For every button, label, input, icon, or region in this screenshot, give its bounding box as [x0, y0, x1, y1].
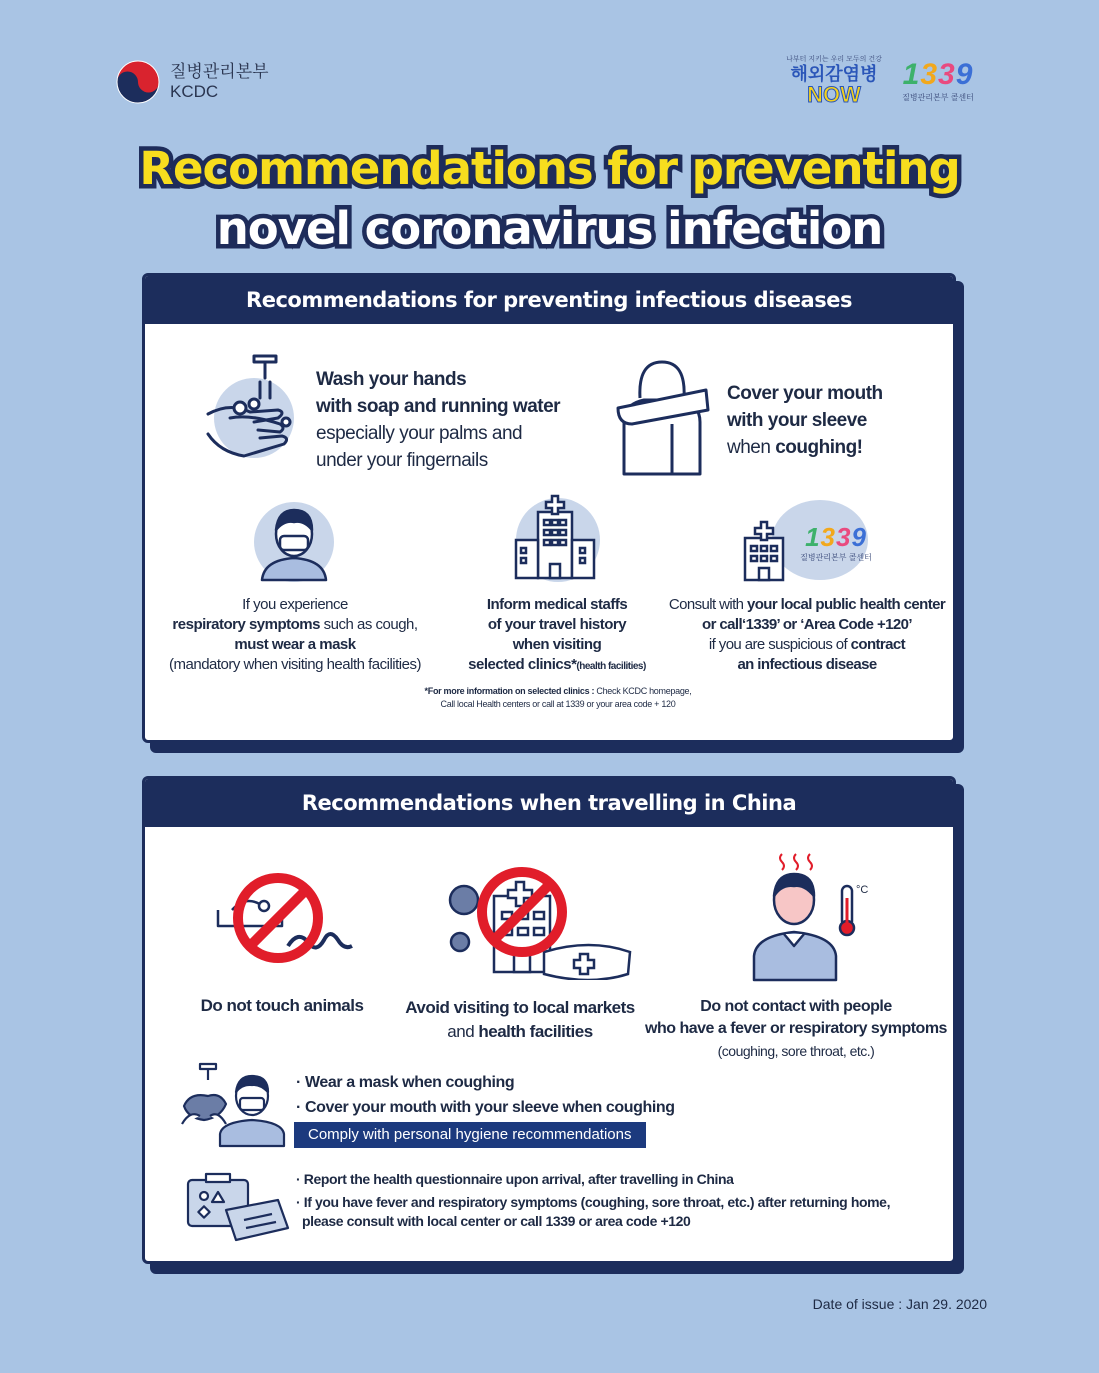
- call-center-1339-logo: [892, 58, 984, 114]
- markets-line-2: [400, 1020, 640, 1044]
- animals-text: Do not touch animals: [200, 996, 364, 1015]
- consult-line-1-a: Consult with: [668, 596, 747, 613]
- mini-1339-subtitle: 질병관리본부 콜센터: [800, 553, 872, 562]
- call-1339-mini-logo: [790, 522, 882, 563]
- digit-3a: 3: [920, 58, 938, 91]
- fever-line-3: (coughing, sore throat, etc.): [717, 1043, 875, 1059]
- hygiene-bullet-1: · Wear a mask when coughing: [296, 1074, 515, 1091]
- title-line-1: Recommendations for preventing: [139, 142, 960, 195]
- now-logo-tagline: 나부터 지키는 우리 모두의 건강: [786, 56, 882, 63]
- mini-digit-3b: 3: [836, 522, 852, 552]
- fever-line-1: Do not contact with people: [700, 998, 892, 1015]
- consult-line-4: an infectious disease: [737, 656, 877, 673]
- overseas-infection-now-logo: [786, 54, 882, 118]
- markets-line-1: Avoid visiting to local markets: [405, 998, 635, 1017]
- mask-line-1: If you experience: [242, 596, 348, 613]
- inform-line-2: of your travel history: [487, 616, 627, 633]
- digit-1: 1: [902, 58, 921, 91]
- cover-line-3: [727, 434, 883, 461]
- wash-line-4: under your fingernails: [316, 450, 488, 471]
- inform-line-1: Inform medical staffs: [486, 596, 628, 613]
- inform-line-4-facilities: (health facilities): [576, 661, 646, 672]
- footnote-line-1-b: Check KCDC homepage,: [596, 686, 692, 696]
- markets-line-2-facilities: health facilities: [478, 1022, 593, 1041]
- fever-person-icon: [748, 848, 878, 982]
- wash-line-1: Wash your hands: [316, 369, 467, 390]
- hygiene-icon: [180, 1062, 290, 1148]
- cover-line-2: with your sleeve: [727, 410, 867, 431]
- wash-hands-text: [316, 366, 560, 474]
- section2-heading: Recommendations when travelling in China: [145, 779, 953, 827]
- wash-line-3: especially your palms and: [316, 423, 523, 444]
- call-1339-subtitle: 질병관리본부 콜센터: [902, 93, 974, 102]
- hygiene-bullet-2: · Cover your mouth with your sleeve when coughing: [296, 1099, 675, 1116]
- health-center-icon: [742, 520, 786, 582]
- mini-digit-3a: 3: [820, 522, 836, 552]
- cough-into-sleeve-icon: [612, 354, 712, 476]
- mask-line-2: [148, 615, 442, 635]
- cover-line-3-when: when: [727, 437, 776, 458]
- footnote-line-2: Call local Health centers or call at 1339 or your area code + 120: [440, 699, 676, 709]
- cover-line-1: Cover your mouth: [727, 383, 883, 404]
- mini-1339-number: [790, 522, 882, 552]
- call-1339-number: [892, 58, 984, 92]
- report-bullet-2a: · If you have fever and respiratory symptoms (coughing, sore throat, etc.) after returning home,: [296, 1194, 891, 1210]
- markets-line-2-and: and: [447, 1022, 479, 1041]
- consult-line-3: [664, 635, 950, 655]
- hygiene-banner: Comply with personal hygiene recommendations: [294, 1122, 646, 1148]
- questionnaire-icon: [186, 1170, 290, 1244]
- consult-line-3-a: if you are suspicious of: [708, 636, 851, 653]
- report-bullet-1: · Report the health questionnaire upon arrival, after travelling in China: [296, 1171, 734, 1187]
- markets-text: [400, 996, 640, 1044]
- mask-line-3: must wear a mask: [234, 636, 356, 653]
- report-bullet-2b: please consult with local center or call 1339 or area code +120: [302, 1213, 691, 1229]
- consult-line-2: or call‘1339’ or ‘Area Code +120’: [702, 616, 912, 633]
- now-logo-korean: 해외감염병: [790, 64, 878, 84]
- inform-text: [440, 595, 674, 677]
- mini-digit-9: 9: [851, 522, 867, 552]
- fever-line-2: who have a fever or respiratory symptoms: [645, 1020, 947, 1037]
- inform-line-4-clinics: selected clinics*: [468, 656, 577, 673]
- title-line-2: novel coronavirus infection: [216, 202, 883, 255]
- digit-3b: 3: [938, 58, 956, 91]
- section1-heading: Recommendations for preventing infectious diseases: [145, 276, 953, 324]
- consult-text: [664, 595, 950, 675]
- date-of-issue: Date of issue : Jan 29. 2020: [812, 1296, 987, 1312]
- consult-line-3-b: contract: [850, 636, 906, 653]
- mask-line-4: (mandatory when visiting health facilities): [169, 656, 421, 673]
- fever-text: [640, 996, 952, 1062]
- inform-line-3: when visiting: [512, 636, 602, 653]
- digit-9: 9: [955, 58, 974, 91]
- kcdc-korean-name: 질병관리본부: [170, 62, 269, 81]
- mini-digit-1: 1: [805, 522, 821, 552]
- no-animals-icon: [212, 870, 360, 970]
- kcdc-english-name: KCDC: [170, 82, 219, 101]
- report-bullets: [296, 1170, 890, 1231]
- cover-mouth-text: [727, 380, 883, 461]
- now-logo-english: NOW: [807, 82, 861, 107]
- mask-line-2-symptoms: respiratory symptoms: [172, 616, 320, 633]
- hygiene-bullets: [296, 1070, 675, 1120]
- consult-line-1-b: your local public health center: [746, 596, 946, 613]
- no-markets-icon: [440, 862, 636, 980]
- inform-line-4: [440, 655, 674, 677]
- kcdc-emblem-icon: [116, 60, 160, 104]
- hospital-icon: [510, 492, 600, 582]
- mask-text: [148, 595, 442, 675]
- kcdc-wordmark: [170, 62, 269, 102]
- wash-hands-icon: [200, 352, 300, 470]
- mask-line-2-rest: such as cough,: [319, 616, 418, 633]
- thermometer-unit: °C: [856, 884, 869, 896]
- consult-line-1: [664, 595, 950, 615]
- cover-line-3-coughing: coughing!: [775, 437, 863, 458]
- footnote: [380, 685, 736, 711]
- footnote-line-1: [380, 685, 736, 698]
- footnote-line-1-a: *For more information on selected clinics :: [424, 686, 597, 696]
- wear-mask-icon: [254, 500, 334, 582]
- wash-line-2: with soap and running water: [316, 396, 561, 417]
